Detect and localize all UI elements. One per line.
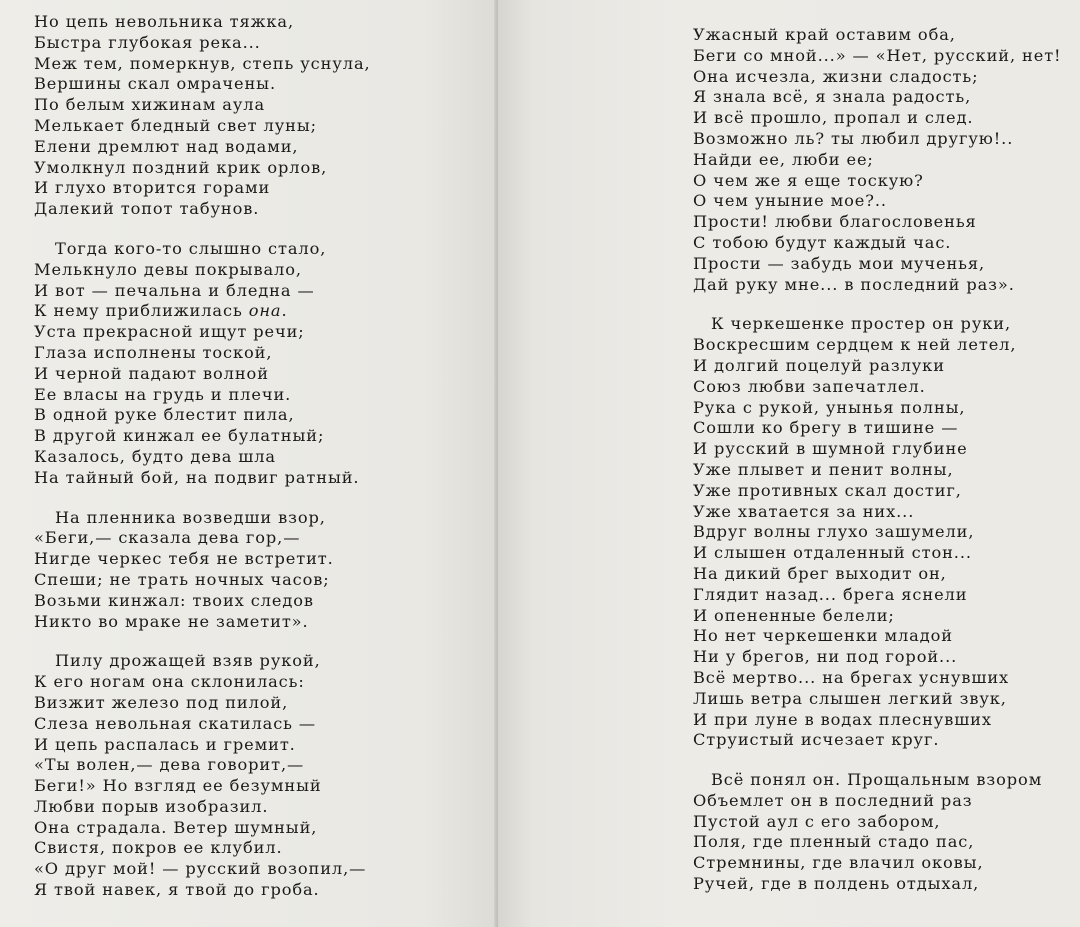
- verse-line: Визжит железо под пилой,: [34, 692, 289, 712]
- verse-line: На пленника возведши взор,: [55, 507, 326, 527]
- verse-line: По белым хижинам аула: [34, 95, 266, 115]
- verse-line: Ее власы на грудь и плечи.: [34, 384, 292, 404]
- verse-line: Пустой аул с его забором,: [693, 811, 941, 831]
- verse-line: И вот — печальна и бледна —: [34, 280, 315, 300]
- verse-line: Елени дремлют над водами,: [34, 136, 299, 156]
- verse-line: Стремнины, где влачил оковы,: [693, 853, 984, 873]
- left-page: [0, 0, 498, 927]
- verse-line: И при луне в водах плеснувших: [693, 709, 992, 729]
- verse-line: Союз любви запечатлел.: [693, 376, 926, 396]
- verse-line: Я знала всё, я знала радость,: [693, 87, 972, 107]
- verse-line: Сошли ко брегу в тишине —: [693, 418, 959, 438]
- verse-line: Поля, где пленный стадо пас,: [693, 832, 975, 852]
- verse-line: Лишь ветра слышен легкий звук,: [693, 688, 1007, 708]
- verse-line: Ручей, где в полдень отдыхал,: [693, 874, 980, 894]
- verse-line: Слеза невольная скатилась —: [34, 713, 317, 733]
- verse-line: О чем уныние мое?..: [693, 191, 887, 211]
- verse-line: Мелькает бледный свет луны;: [34, 115, 317, 135]
- verse-line: Прости! любви благословенья: [693, 212, 977, 232]
- verse-line: Глаза исполнены тоской,: [34, 342, 273, 362]
- verse-line: Ни у брегов, ни под горой...: [693, 647, 958, 667]
- verse-line: «О друг мой! — русский возопил,—: [34, 859, 367, 879]
- stanza: [34, 239, 371, 489]
- verse-line: И опененные белели;: [693, 605, 895, 625]
- verse-line-italic: К нему приближилась она.: [34, 301, 288, 321]
- verse-line: Объемлет он в последний раз: [693, 790, 973, 810]
- verse-line: Дай руку мне... в последний раз».: [693, 274, 1015, 294]
- verse-line: Я твой навек, я твой до гроба.: [34, 880, 320, 900]
- verse-line: К черкешенке простер он руки,: [711, 314, 1011, 334]
- verse-line: Но нет черкешенки младой: [693, 626, 953, 646]
- stanza: [34, 12, 371, 220]
- stanza: [34, 651, 371, 901]
- verse-line: Возможно ль? ты любил другую!..: [693, 128, 1014, 148]
- verse-line: Всё мертво... на брегах уснувших: [693, 667, 1010, 687]
- verse-line: На дикий брег выходит он,: [693, 563, 947, 583]
- verse-line: Далекий топот табунов.: [34, 199, 260, 219]
- verse-line: Свистя, покров ее клубил.: [34, 838, 283, 858]
- verse-line: Спеши; не трать ночных часов;: [34, 569, 330, 589]
- verse-line: Беги со мной...» — «Нет, русский, нет!: [693, 45, 1062, 65]
- verse-line: К его ногам она склонилась:: [34, 672, 305, 692]
- verse-line: Вдруг волны глухо зашумели,: [693, 522, 975, 542]
- stanza: [693, 314, 1061, 751]
- verse-line: И слышен отдаленный стон...: [693, 543, 972, 563]
- verse-line: И долгий поцелуй разлуки: [693, 355, 945, 375]
- verse-line: И цепь распалась и гремит.: [34, 734, 296, 754]
- verse-line: Она исчезла, жизни сладость;: [693, 66, 979, 86]
- stanza: [34, 508, 371, 633]
- verse-line: Тогда кого-то слышно стало,: [55, 238, 327, 258]
- verse-line: Ужасный край оставим оба,: [693, 25, 956, 44]
- verse-line: Уже хватается за них...: [693, 501, 915, 521]
- verse-line: Пилу дрожащей взяв рукой,: [55, 651, 321, 671]
- right-page: [498, 0, 1080, 927]
- verse-line: Рука с рукой, унынья полны,: [693, 397, 966, 417]
- verse-line: С тобою будут каждый час.: [693, 232, 952, 252]
- verse-line: Быстра глубокая река...: [34, 32, 261, 52]
- left-page-text: [34, 12, 371, 901]
- verse-line: В одной руке блестит пила,: [34, 405, 295, 425]
- verse-line: «Беги,— сказала дева гор,—: [34, 528, 301, 548]
- verse-line: Найди ее, люби ее;: [693, 149, 874, 169]
- verse-line: О чем же я еще тоскую?: [693, 170, 924, 190]
- verse-line: Мелькнуло девы покрывало,: [34, 259, 302, 279]
- verse-line: Но цепь невольника тяжка,: [34, 12, 295, 31]
- verse-line: Возьми кинжал: твоих следов: [34, 590, 314, 610]
- verse-line: Меж тем, померкнув, степь уснула,: [34, 53, 371, 73]
- verse-line: И всё прошло, пропал и след.: [693, 108, 974, 128]
- verse-line: В другой кинжал ее булатный;: [34, 426, 325, 446]
- verse-line: Струистый исчезает круг.: [693, 730, 940, 750]
- verse-line: Она страдала. Ветер шумный,: [34, 817, 318, 837]
- stanza: [693, 25, 1061, 295]
- verse-line: Уже плывет и пенит волны,: [693, 459, 954, 479]
- verse-line: Всё понял он. Прощальным взором: [711, 770, 1043, 790]
- verse-line: Вершины скал омрачены.: [34, 74, 277, 94]
- verse-line: Умолкнул поздний крик орлов,: [34, 157, 328, 177]
- verse-line: Уже противных скал достиг,: [693, 480, 962, 500]
- verse-line: Любви порыв изобразил.: [34, 796, 269, 816]
- verse-line: «Ты волен,— дева говорит,—: [34, 755, 305, 775]
- verse-line: Казалось, будто дева шла: [34, 446, 276, 466]
- verse-line: На тайный бой, на подвиг ратный.: [34, 467, 360, 487]
- verse-line: Воскресшим сердцем к ней летел,: [693, 335, 1017, 355]
- verse-line: Беги!» Но взгляд ее безумный: [34, 776, 322, 796]
- right-page-text: [693, 25, 1061, 895]
- verse-line: Глядит назад... брега яснели: [693, 584, 968, 604]
- verse-line: Уста прекрасной ищут речи;: [34, 322, 305, 342]
- verse-line: И глухо вторится горами: [34, 178, 271, 198]
- stanza: [693, 770, 1061, 895]
- verse-line: И русский в шумной глубине: [693, 439, 968, 459]
- verse-line: Нигде черкес тебя не встретит.: [34, 549, 334, 569]
- verse-line: Никто во мраке не заметит».: [34, 611, 309, 631]
- verse-line: Прости — забудь мои мученья,: [693, 253, 986, 273]
- verse-line: И черной падают волной: [34, 363, 269, 383]
